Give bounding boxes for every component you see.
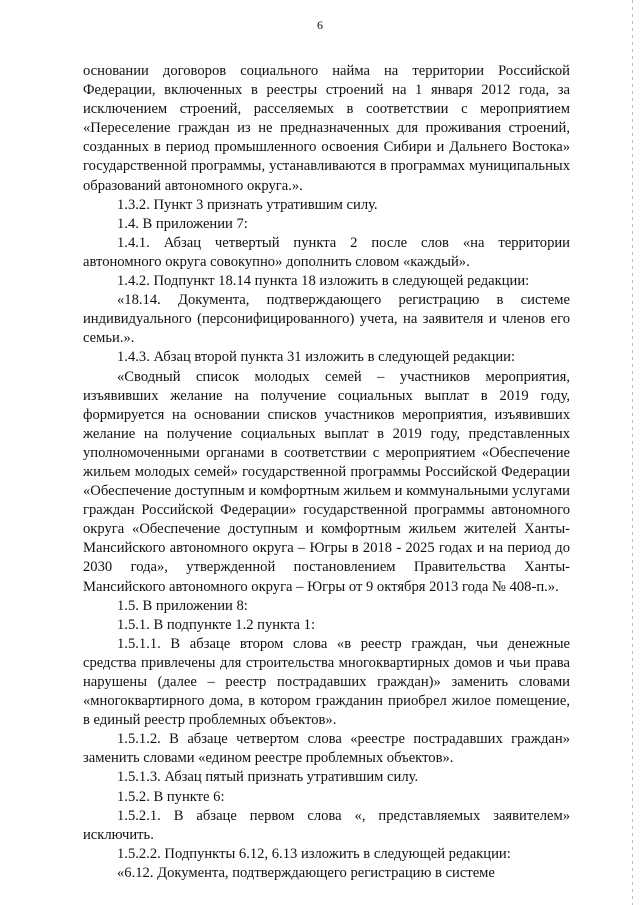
paragraph: 1.5.1. В подпункте 1.2 пункта 1: — [117, 616, 316, 633]
paragraph: «Сводный список молодых семей – участников мероприятия, изъявивших желание на получение социальных выплат в 2019 году, формируется на основании списков участников мероприятия, изъявивших желание на получение социальных выплат в 2019 году, представленных уполномоченными органами в соответствии с мероприятием «Обеспечение жильем молодых семей» государственной программы Российской Федерации «Обеспечение доступным и комфортным жильем и коммунальными услугами граждан Российской Федерации» государственной программы автономного округа «Обеспечение доступным и комфортным жильем жителей Ханты-Мансийского автономного округа – Югры в 2018 - 2025 годах и на период до 2030 года», утвержденной постановлением Правительства Ханты-Мансийского автономного округа – Югры от 9 октября 2013 года № 408-п.». — [83, 368, 570, 595]
scan-edge-divider — [632, 0, 633, 905]
paragraph: 1.5.1.1. В абзаце втором слова «в реестр граждан, чьи денежные средства привлечены для строительства многоквартирных домов и чьи права нарушены (далее – реестр пострадавших граждан)» заменить словами «многоквартирного дома, в котором гражданин приобрел жилое помещение, в единый реестр проблемных объектов». — [83, 635, 570, 729]
paragraph: основании договоров социального найма на территории Российской Федерации, включенных в реестры строений на 1 января 2012 года, за исключением строений, расселяемых в соответствии с мероприятием «Переселение граждан из не предназначенных для проживания строений, созданных в период промышленного освоения Сибири и Дальнего Востока» государственной программы, устанавливаются в программах муниципальных образований автономного округа.». — [83, 63, 570, 194]
paragraph: 1.5.2. В пункте 6: — [117, 788, 225, 805]
paragraph: «18.14. Документа, подтверждающего регистрацию в системе индивидуального (персонифицированного) учета, на заявителя и членов его семьи.». — [83, 292, 570, 347]
paragraph: «6.12. Документа, подтверждающего регистрацию в системе — [117, 864, 495, 881]
paragraph: 1.4.1. Абзац четвертый пункта 2 после слов «на территории автономного округа совокупно» дополнить словом «каждый». — [83, 234, 570, 270]
paragraph: 1.5. В приложении 8: — [117, 597, 248, 614]
paragraph: 1.5.2.1. В абзаце первом слова «, представляемых заявителем» исключить. — [83, 807, 570, 843]
paragraph: 1.5.1.2. В абзаце четвертом слова «реестре пострадавших граждан» заменить словами «едином реестре проблемных объектов». — [83, 731, 570, 767]
paragraph: 1.4.3. Абзац второй пункта 31 изложить в следующей редакции: — [117, 349, 516, 366]
paragraph: 1.5.2.2. Подпункты 6.12, 6.13 изложить в следующей редакции: — [117, 845, 511, 862]
paragraph: 1.4.2. Подпункт 18.14 пункта 18 изложить в следующей редакции: — [117, 273, 530, 290]
page-number: 6 — [317, 18, 323, 32]
document-body — [83, 62, 570, 883]
paragraph: 1.4. В приложении 7: — [117, 215, 248, 232]
paragraph: 1.3.2. Пункт 3 признать утратившим силу. — [117, 196, 378, 213]
paragraph: 1.5.1.3. Абзац пятый признать утратившим силу. — [117, 769, 419, 786]
